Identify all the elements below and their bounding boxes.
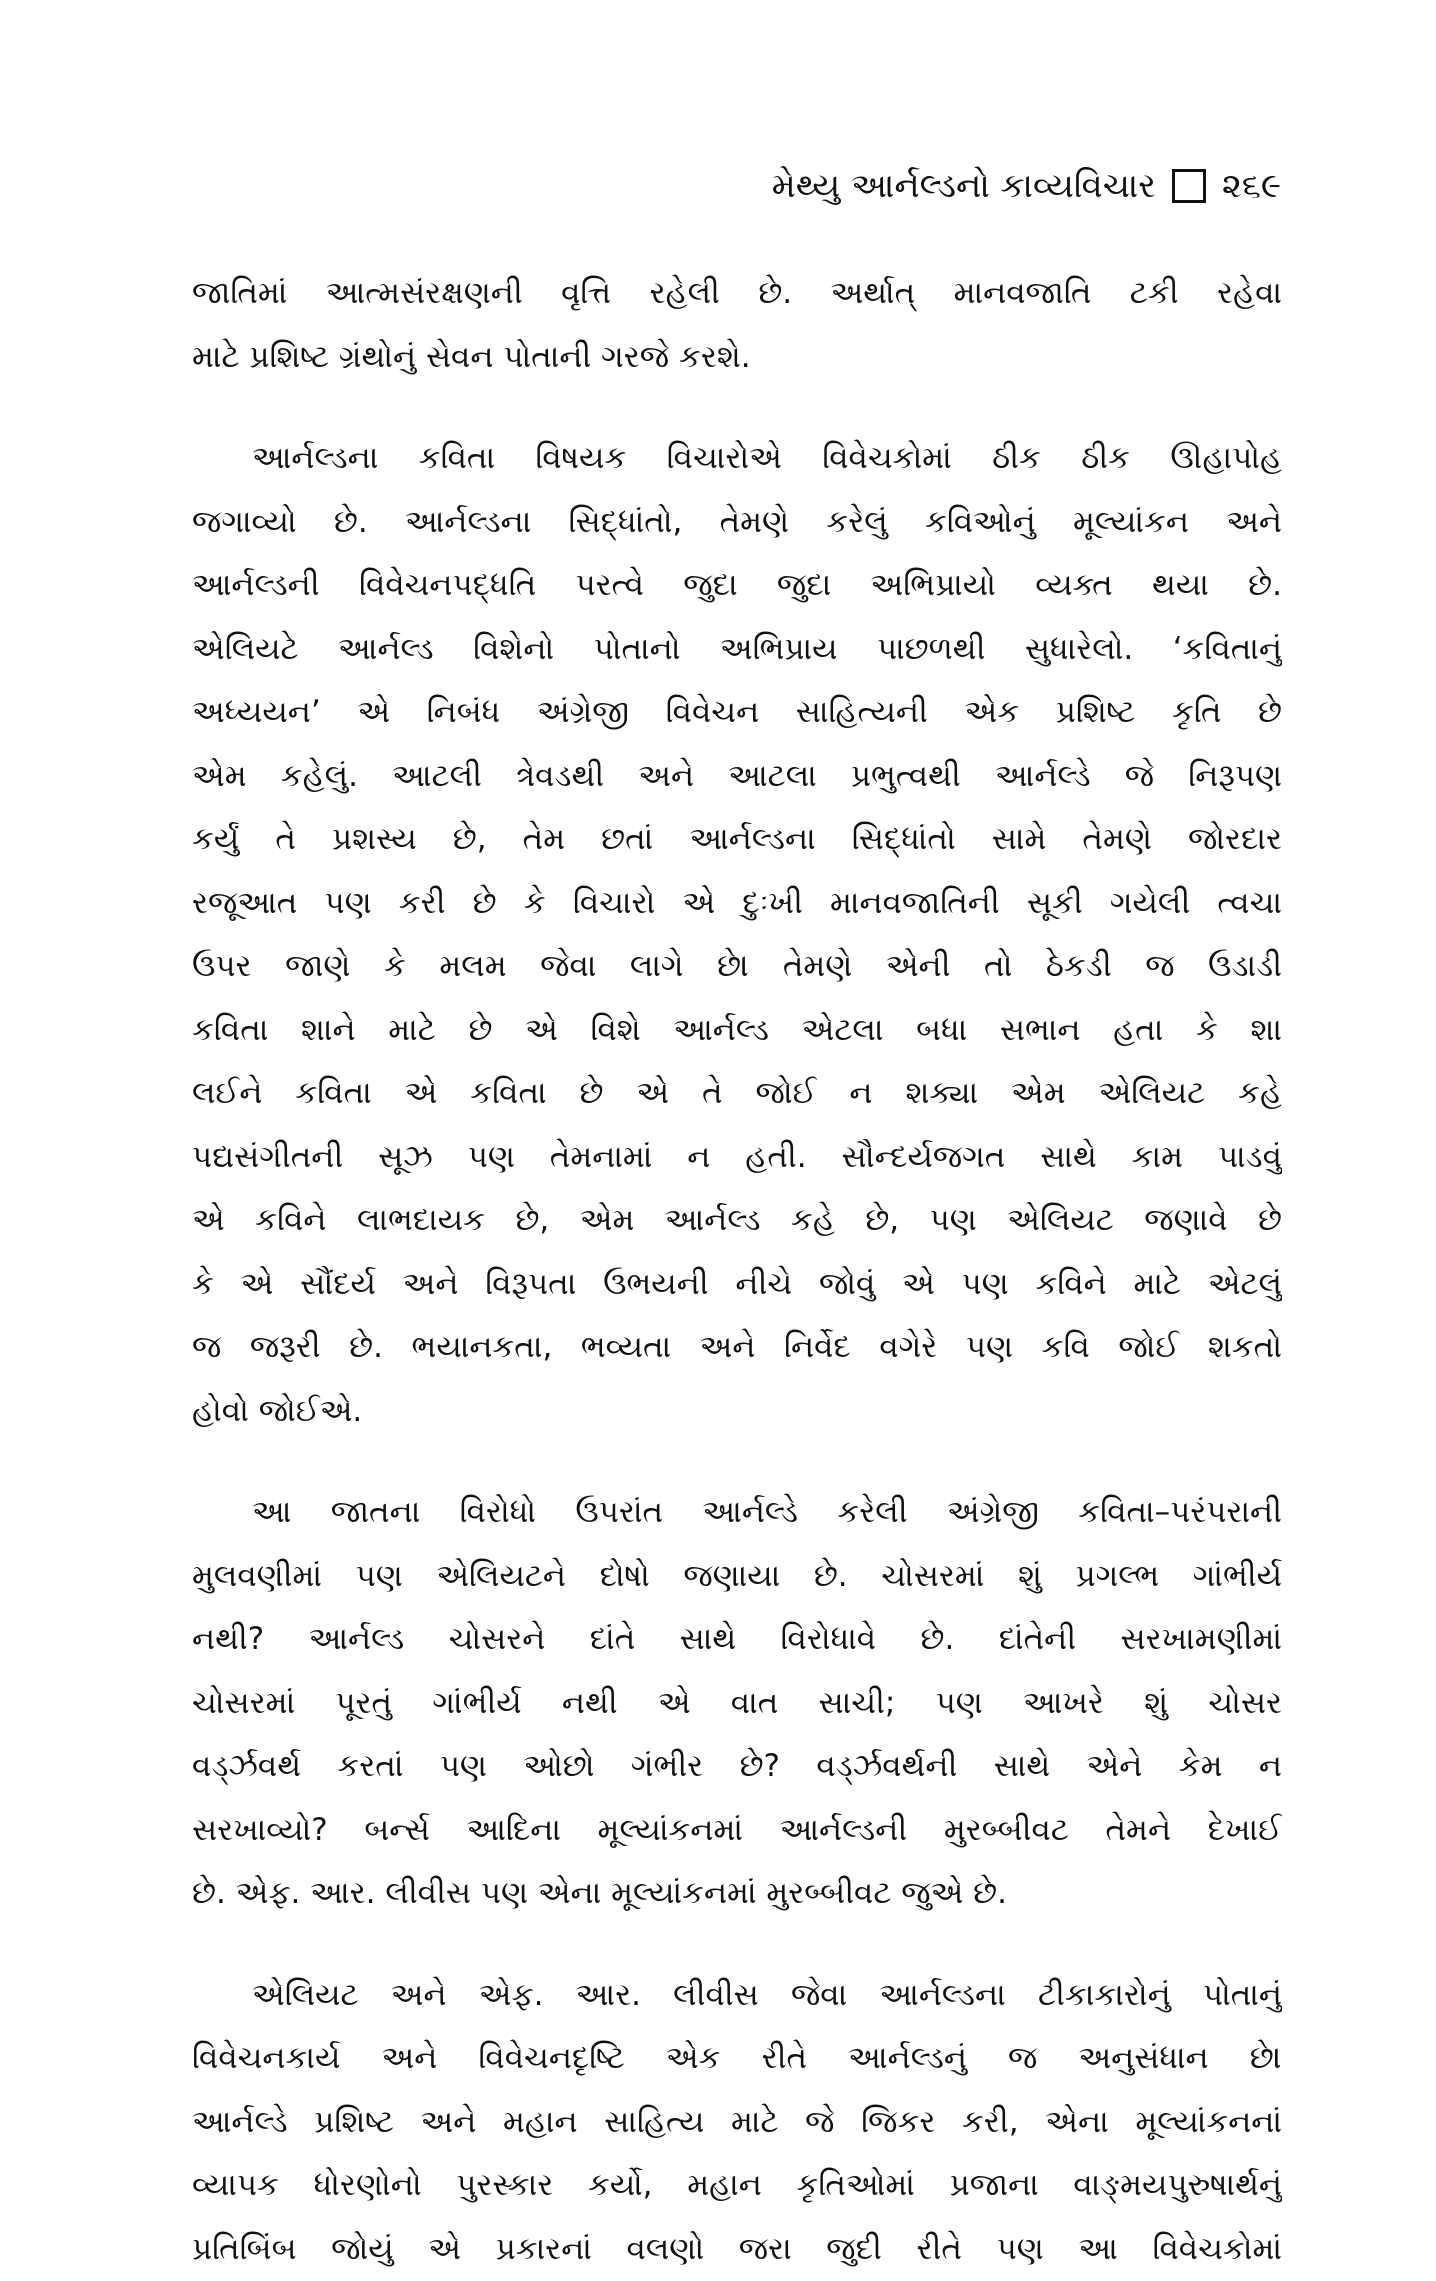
text-line: રજૂઆત પણ કરી છે કે વિચારો એ દુઃખી માનવજાતિની સૂકી ગયેલી ત્વચા (192, 872, 1282, 936)
running-head (772, 162, 1281, 210)
square-ornament-icon (1172, 169, 1206, 203)
text-line: જગાવ્યો છે. આર્નલ્ડના સિદ્ધાંતો, તેમણે કરેલું કવિઓનું મૂલ્યાંકન અને (192, 491, 1282, 555)
body-text (192, 262, 1282, 2281)
text-line: નથી? આર્નલ્ડ ચોસરને દાંતે સાથે વિરોધાવે છે. દાંતેની સરખામણીમાં (192, 1608, 1282, 1672)
text-line: ચોસરમાં પૂરતું ગાંભીર્ય નથી એ વાત સાચી; પણ આખરે શું ચોસર (192, 1672, 1282, 1736)
text-line: મુલવણીમાં પણ એલિયટને દોષો જણાયા છે. ચોસરમાં શું પ્રગલ્ભ ગાંભીર્ય (192, 1545, 1282, 1609)
text-line: વર્ડ્ઝવર્થ કરતાં પણ ઓછો ગંભીર છે? વર્ડ્ઝવર્થની સાથે એને કેમ ન (192, 1735, 1282, 1799)
text-line: કવિતા શાને માટે છે એ વિશે આર્નલ્ડ એટલા બધા સભાન હતા કે શા (192, 999, 1282, 1063)
paragraph-2 (192, 427, 1282, 1443)
text-line: વ્યાપક ધોરણોનો પુરસ્કાર કર્યો, મહાન કૃતિઓમાં પ્રજાના વાઙ્મયપુરુષાર્થનું (192, 2154, 1282, 2218)
text-line: હોવો જોઈએ. (192, 1380, 1282, 1444)
text-line: ઉપર જાણે કે મલમ જેવા લાગે છે। તેમણે એની તો ઠેકડી જ ઉડાડી (192, 935, 1282, 999)
text-line: કે એ સૌંદર્ય અને વિરૂપતા ઉભયની નીચે જોવું એ પણ કવિને માટે એટલું (192, 1253, 1282, 1317)
page-number: ૨૬૯ (1222, 162, 1281, 210)
text-line: આર્નલ્ડે પ્રશિષ્ટ અને મહાન સાહિત્ય માટે જે જિકર કરી, એના મૂલ્યાંકનનાં (192, 2091, 1282, 2155)
text-line: જાતિમાં આત્મસંરક્ષણની વૃત્તિ રહેલી છે. અર્થાત્ માનવજાતિ ટકી રહેવા (192, 262, 1282, 326)
text-line: એમ કહેલું. આટલી ત્રેવડથી અને આટલા પ્રભુત્વથી આર્નલ્ડે જે નિરૂપણ (192, 745, 1282, 809)
text-line: એલિયટ અને એફ. આર. લીવીસ જેવા આર્નલ્ડના ટીકાકારોનું પોતાનું (192, 1964, 1282, 2028)
text-line: છે. એફ. આર. લીવીસ પણ એના મૂલ્યાંકનમાં મુરબ્બીવટ જુએ છે. (192, 1862, 1282, 1926)
text-line: અધ્યયન’ એ નિબંધ અંગ્રેજી વિવેચન સાહિત્યની એક પ્રશિષ્ટ કૃતિ છે (192, 681, 1282, 745)
paragraph-1 (192, 262, 1282, 389)
text-line: વિવેચનકાર્ય અને વિવેચનદૃષ્ટિ એક રીતે આર્નલ્ડનું જ અનુસંધાન છે। (192, 2027, 1282, 2091)
text-line: પ્રતિબિંબ જોયું એ પ્રકારનાં વલણો જરા જુદી રીતે પણ આ વિવેચકોમાં (192, 2218, 1282, 2281)
text-line: જ જરૂરી છે. ભયાનકતા, ભવ્યતા અને નિર્વેદ વગેરે પણ કવિ જોઈ શકતો (192, 1316, 1282, 1380)
text-line: આ જાતના વિરોધો ઉપરાંત આર્નલ્ડે કરેલી અંગ્રેજી કવિતા–પરંપરાની (192, 1481, 1282, 1545)
text-line: કર્યું તે પ્રશસ્ય છે, તેમ છતાં આર્નલ્ડના સિદ્ધાંતો સામે તેમણે જોરદાર (192, 808, 1282, 872)
text-line: લઈને કવિતા એ કવિતા છે એ તે જોઈ ન શક્યા એમ એલિયટ કહે (192, 1062, 1282, 1126)
text-line: પદ્યસંગીતની સૂઝ પણ તેમનામાં ન હતી. સૌન્દર્યજગત સાથે કામ પાડવું (192, 1126, 1282, 1190)
text-line: એલિયટે આર્નલ્ડ વિશેનો પોતાનો અભિપ્રાય પાછળથી સુધારેલો. ‘કવિતાનું (192, 618, 1282, 682)
text-line: એ કવિને લાભદાયક છે, એમ આર્નલ્ડ કહે છે, પણ એલિયટ જણાવે છે (192, 1189, 1282, 1253)
text-line: આર્નલ્ડના કવિતા વિષયક વિચારોએ વિવેચકોમાં ઠીક ઠીક ઊહાપોહ (192, 427, 1282, 491)
text-line: સરખાવ્યો? બર્ન્સ આદિના મૂલ્યાંકનમાં આર્નલ્ડની મુરબ્બીવટ તેમને દેખાઈ (192, 1799, 1282, 1863)
text-line: આર્નલ્ડની વિવેચનપદ્ધતિ પરત્વે જુદા જુદા અભિપ્રાયો વ્યક્ત થયા છે. (192, 554, 1282, 618)
paragraph-3 (192, 1481, 1282, 1926)
paragraph-4 (192, 1964, 1282, 2281)
running-head-title: મેથ્યુ આર્નલ્ડનો કાવ્યવિચાર (772, 162, 1156, 210)
text-line: માટે પ્રશિષ્ટ ગ્રંથોનું સેવન પોતાની ગરજે કરશે. (192, 326, 1282, 390)
